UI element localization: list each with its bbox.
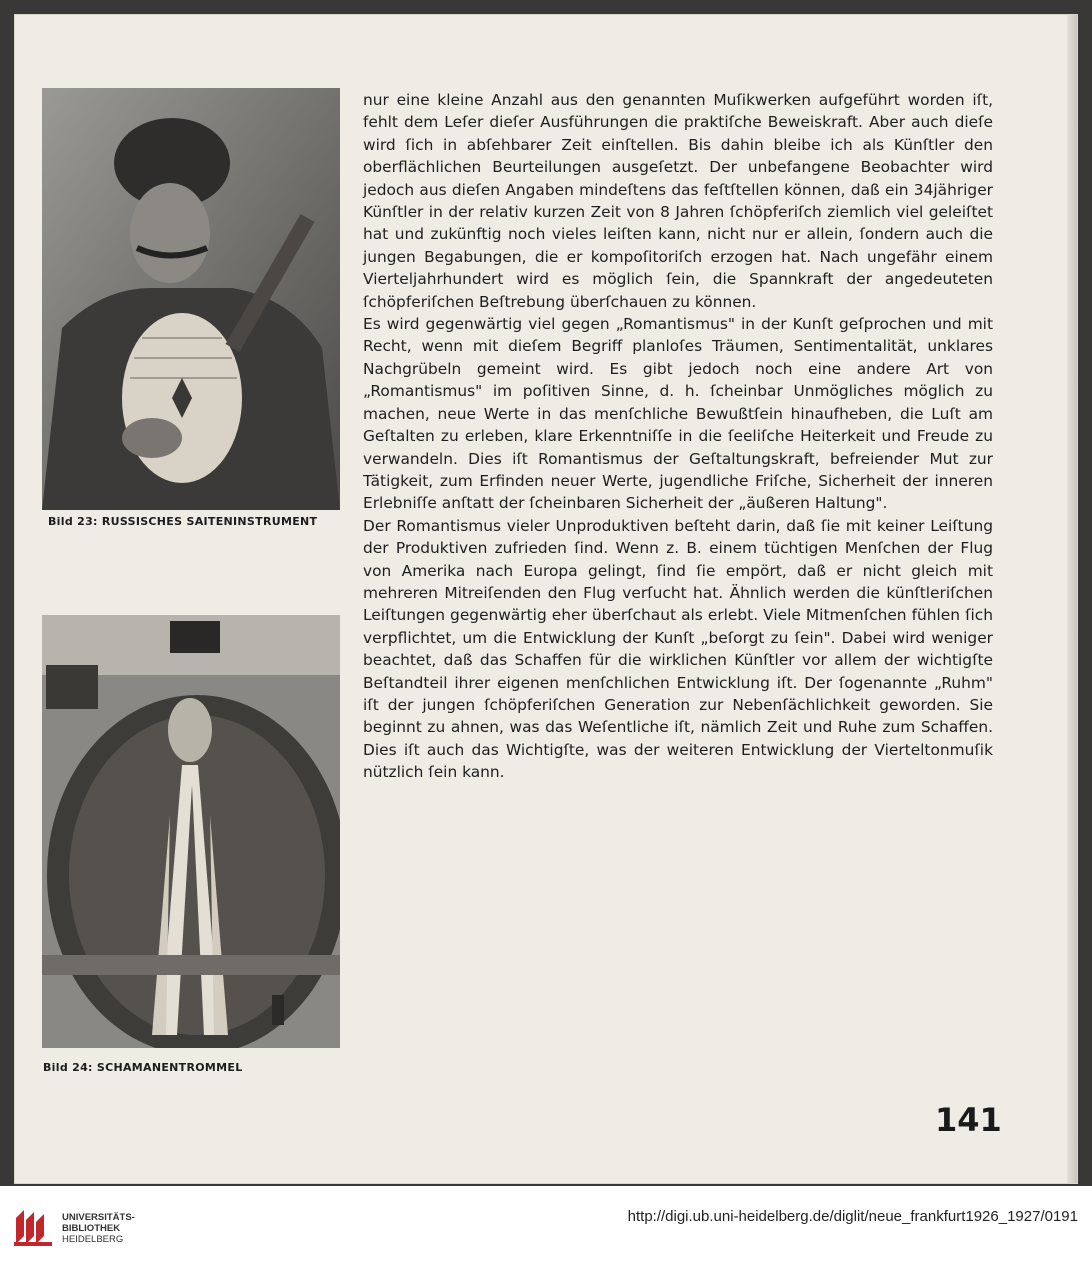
source-url[interactable]: http://digi.ub.uni-heidelberg.de/diglit/neue_frankfurt1926_1927/0191 [627, 1208, 1078, 1225]
library-name-line-3: HEIDELBERG [62, 1234, 124, 1245]
figure-23-caption: Bild 23: RUSSISCHES SAITENINSTRUMENT [48, 515, 318, 528]
library-name [62, 1212, 135, 1245]
paragraph-2: Es wird gegenwärtig viel gegen „Romantismus" in der Kunſt geſprochen und mit Recht, wenn mit dieſem Begriff planloſes Träumen, Sentimentalität, unklares Nachgrübeln gemeint wird. Es gibt jedoch noch eine andere Art von „Romantismus" im poſitiven Sinne, d. h. ſcheinbar Unmögliches möglich zu machen, neue Werte in das menſchliche Bewußtſein hinaufheben, die Luſt am Geſtalten zu erleben, klare Erkenntniſſe in die ſeeliſche Heiterkeit und Freude zu verwandeln. Dies iſt Romantismus der Geſtaltungskraft, befreiender Mut zur Tätigkeit, zum Erfinden neuer Werte, jugendliche Friſche, Sicherheit der inneren Erlebniſſe anſtatt der ſcheinbaren Sicherheit der „äußeren Haltung". [363, 315, 993, 513]
body-text [363, 89, 993, 784]
library-name-line-2: BIBLIOTHEK [62, 1223, 121, 1234]
page-edge [1067, 15, 1077, 1183]
library-name-line-1: UNIVERSITÄTS- [62, 1212, 135, 1223]
figure-24-caption: Bild 24: SCHAMANENTROMMEL [43, 1061, 243, 1074]
footer-bar [0, 1186, 1092, 1271]
figure-23-photo [42, 88, 340, 510]
scanned-page [14, 14, 1078, 1184]
figure-24-photo [42, 615, 340, 1048]
paragraph-3: Der Romantismus vieler Unproduktiven beſteht darin, daß ſie mit keiner Leiſtung der Produktiven zufrieden ſind. Wenn z. B. einem tüchtigen Menſchen der Flug von Amerika nach Europa gelingt, ſind ſie empört, daß er nicht gleich mit mehreren Mitreiſenden den Flug verſucht hat. Ähnlich werden die künſtleriſchen Leiſtungen gegenwärtig eher überſchaut als erlebt. Viele Mitmenſchen fühlen ſich verpflichtet, um die Entwicklung der Kunſt „beſorgt zu ſein". Dabei wird weniger beachtet, daß das Schaffen für die wirklichen Künſtler vor allem der wichtigſte Beſtandteil ihrer eigenen menſchlichen Entwicklung iſt. Der ſogenannte „Ruhm" iſt der jungen ſchöpferiſchen Generation zur Nebenſächlichkeit geworden. Sie beginnt zu ahnen, was das Weſentliche iſt, nämlich Zeit und Ruhe zum Schaffen. Dies iſt auch das Wichtigſte, was der weiteren Entwicklung der Vierteltonmuſik nützlich ſein kann. [363, 516, 993, 782]
page-number: 141 [935, 1101, 1002, 1139]
paragraph-1: nur eine kleine Anzahl aus den genannten Muſikwerken aufgeführt worden iſt, fehlt dem Leſer dieſer Ausführungen die praktiſche Beweiskraft. Aber auch dieſe wird ſich in abſehbarer Zeit einſtellen. Bis dahin bleibe ich als Künſtler den oberflächlichen Beurteilungen ausgeſetzt. Der unbefangene Beobachter wird jedoch aus dieſen Angaben mindeſtens das feſtſtellen können, daß ein 34jähriger Künſtler in der relativ kurzen Zeit von 8 Jahren ſchöpferiſch ziemlich viel geleiſtet hat und zukünftig noch vieles leiſten kann, nicht nur er allein, ſondern auch die jungen Begabungen, die er kompoſitoriſch erzogen hat. Nach ungefähr einem Vierteljahrhundert wird es möglich ſein, die Spannkraft der angedeuteten ſchöpferiſchen Beſtrebung überſchauen zu können. [363, 91, 993, 311]
library-logo-icon [12, 1206, 54, 1248]
